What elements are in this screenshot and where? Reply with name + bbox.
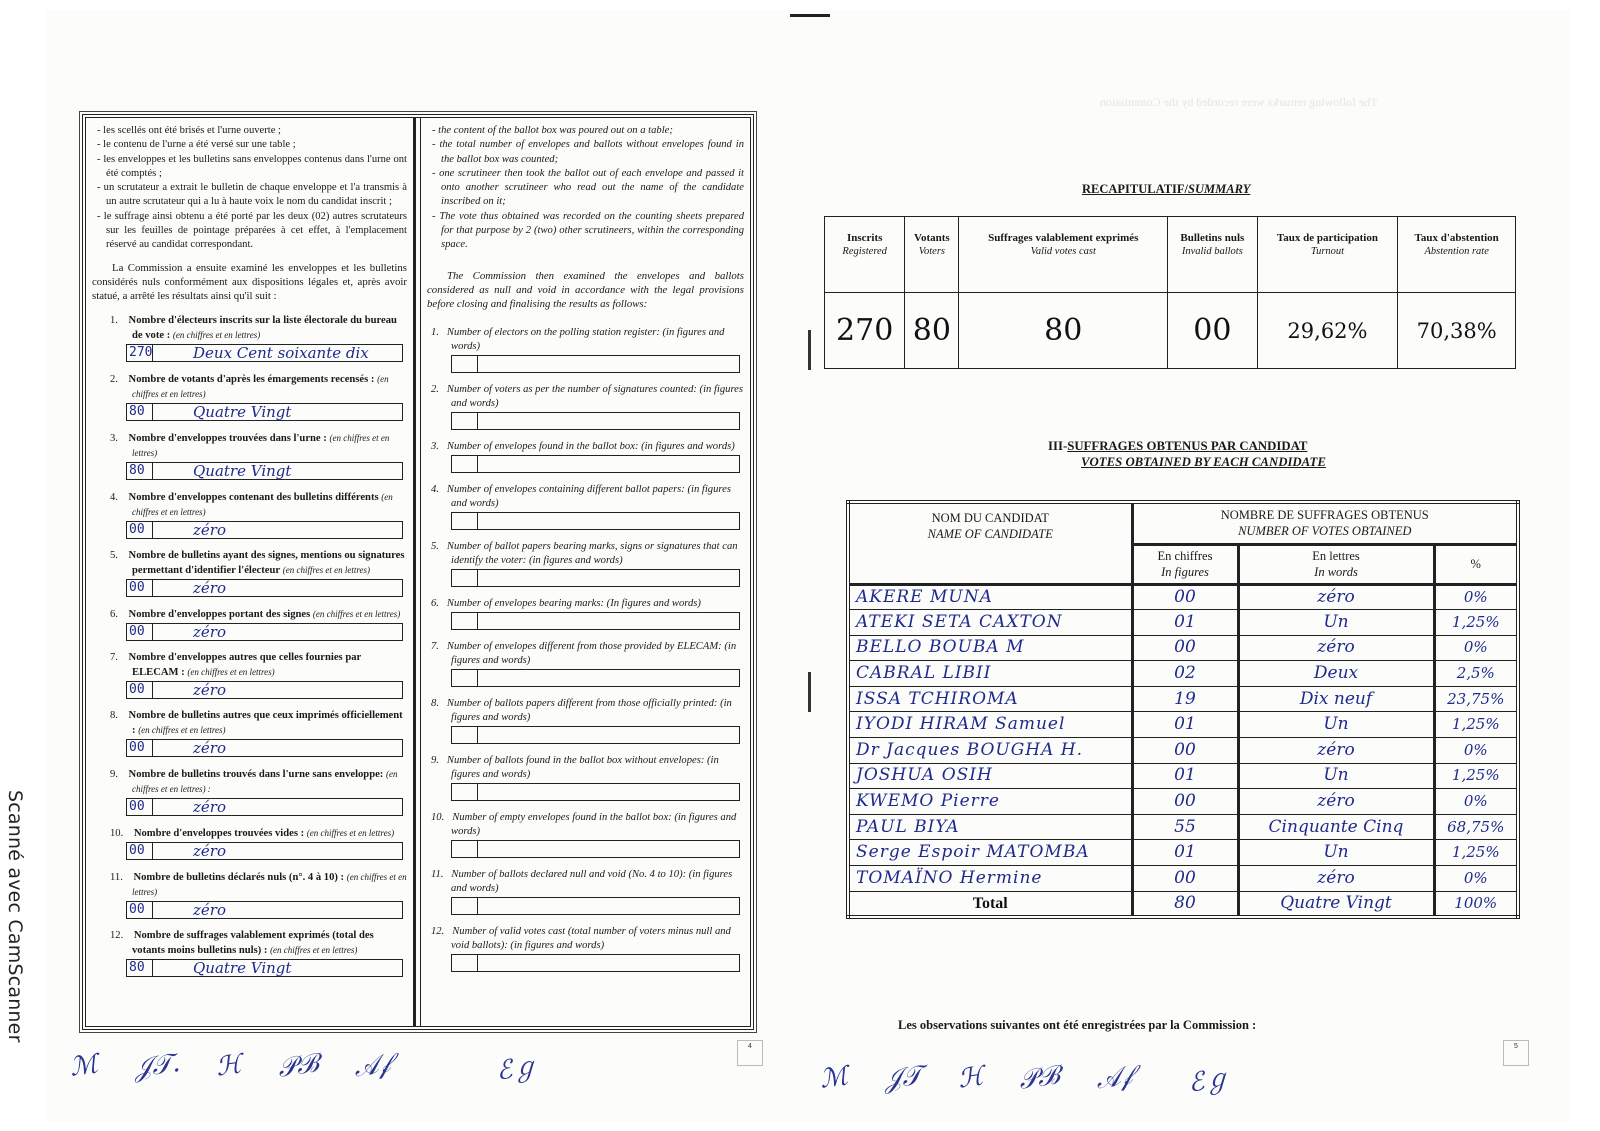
fr-question-text: 7. Nombre d'enveloppes autres que celles fournies par ELECAM : (en chiffres et en lettres) [110, 651, 362, 678]
value-registered: 270 [825, 293, 905, 369]
signature-2: 𝒥𝒯 [881, 1060, 924, 1095]
signature-2: 𝒥𝒯. [131, 1047, 182, 1084]
signature-3: ℋ [213, 1049, 244, 1083]
answer-field-empty[interactable] [451, 954, 740, 972]
en-question-text: 2. Number of voters as per the number of signatures counted: (in figures and words) [431, 383, 744, 409]
summary-title: RECAPITULATIF/SUMMARY [1082, 182, 1251, 196]
fr-question-item [92, 607, 407, 641]
fr-bullet: - un scrutateur a extrait le bulletin de chaque enveloppe et l'a transmis à un autre scrutateur qui a lu à haute voix le nom du candidat inscrit ; [97, 182, 407, 208]
answer-figure [452, 727, 478, 743]
answer-figure: 80 [127, 463, 153, 479]
fr-commission-paragraph: La Commission a ensuite examiné les enveloppes et les bulletins considérés nuls conformément aux dispositions légales et, après avoir statué, a arrêté les résultats ainsi qu'il suit : [92, 261, 407, 303]
votes-section-title: III-SUFFRAGES OBTENUS PAR CANDIDAT VOTES OBTAINED BY EACH CANDIDATE [1048, 439, 1326, 469]
answer-figure: 00 [127, 522, 153, 538]
candidate-name: TOMAÏNO Hermine [848, 866, 1132, 892]
answer-field-empty[interactable] [451, 455, 740, 473]
candidate-votes-percent: 0% [1434, 584, 1518, 610]
en-question-item [427, 383, 744, 430]
signature-4: 𝒫ℬ [275, 1047, 321, 1084]
candidate-votes-figures: 01 [1132, 840, 1238, 866]
candidate-votes-percent: 1,25% [1434, 763, 1518, 789]
en-question-item [427, 811, 744, 858]
en-question-text: 3. Number of envelopes found in the ballot box: (in figures and words) [431, 440, 735, 452]
answer-words [478, 727, 739, 743]
fr-question-item [92, 490, 407, 539]
en-procedure-bullets [427, 124, 744, 253]
en-question-text: 4. Number of envelopes containing different ballot papers: (in figures and words) [431, 483, 731, 509]
candidate-votes-words: zéro [1238, 866, 1434, 892]
fr-question-text: 4. Nombre d'enveloppes contenant des bulletins différents (en chiffres et en lettres) [110, 491, 393, 517]
candidate-votes-words: zéro [1238, 738, 1434, 764]
fr-question-text: 2. Nombre de votants d'après les émargements recensés : (en chiffres et en lettres) [110, 373, 389, 399]
signature-5: 𝒜𝒻 [352, 1048, 393, 1083]
en-commission-paragraph: The Commission then examined the envelopes and ballots considered as null and void in accordance with the legal provisions before closing and finalising the results as follows: [427, 269, 744, 311]
header-turnout: Taux de participation Turnout [1257, 217, 1398, 293]
answer-field[interactable] [126, 681, 403, 699]
candidate-name: IYODI HIRAM Samuel [848, 712, 1132, 738]
header-abstention: Taux d'abstention Abstention rate [1398, 217, 1516, 293]
counting-form-frame [82, 114, 754, 1030]
header-valid-votes: Suffrages valablement exprimés Valid votes cast [959, 217, 1168, 293]
candidate-name: ISSA TCHIROMA [848, 686, 1132, 712]
answer-field[interactable] [126, 901, 403, 919]
candidate-votes-percent: 0% [1434, 866, 1518, 892]
scan-margin-mark [808, 672, 811, 712]
candidate-name: Serge Espoir MATOMBA [848, 840, 1132, 866]
answer-words: Quatre Vingt [193, 461, 292, 480]
answer-field[interactable] [126, 623, 403, 641]
answer-figure: 00 [127, 799, 153, 815]
fr-question-list [92, 314, 407, 977]
scan-artifact-dash [790, 14, 830, 17]
candidate-row [848, 763, 1518, 789]
en-question-item [427, 540, 744, 587]
answer-figure [452, 955, 478, 971]
answer-figure [452, 456, 478, 472]
fr-procedure-bullets [92, 124, 407, 253]
answer-figure: 00 [127, 902, 153, 918]
summary-values-row [825, 293, 1516, 369]
left-page-signatures [68, 1036, 541, 1096]
candidate-name: Dr Jacques BOUGHA H. [848, 738, 1132, 764]
candidate-votes-percent: 0% [1434, 738, 1518, 764]
answer-field-empty[interactable] [451, 783, 740, 801]
fr-question-item [92, 870, 407, 919]
answer-words [478, 356, 739, 372]
fr-question-item [92, 767, 407, 816]
answer-field[interactable] [126, 344, 403, 362]
header-in-figures: En chiffres In figures [1132, 544, 1238, 584]
answer-words: zéro [193, 738, 226, 757]
en-bullet: - the content of the ballot box was poured out on a table; [432, 125, 673, 136]
en-question-item [427, 440, 744, 473]
candidate-votes-figures: 02 [1132, 661, 1238, 687]
header-in-words: En lettres In words [1238, 544, 1434, 584]
fr-question-item [92, 314, 407, 362]
fr-question-text: 10. Nombre d'enveloppes trouvées vides : (en chiffres et en lettres) [110, 827, 395, 839]
value-abstention: 70,38% [1398, 293, 1516, 369]
answer-figure: 270 [129, 344, 153, 360]
en-question-text: 8. Number of ballots papers different from those officially printed: (in figures and words) [431, 697, 732, 723]
candidate-votes-figures: 19 [1132, 686, 1238, 712]
fr-bullet: - les enveloppes et les bulletins sans enveloppes contenus dans l'urne ont été comptés ; [97, 153, 407, 179]
en-question-list [427, 326, 744, 972]
answer-figure: 00 [127, 740, 153, 756]
signature-1: ℳ [68, 1049, 100, 1083]
answer-figure [452, 898, 478, 914]
fr-question-text: 8. Nombre de bulletins autres que ceux imprimés officiellement : (en chiffres et en lettres) [110, 709, 403, 736]
fr-question-text: 6. Nombre d'enveloppes portant des signes (en chiffres et en lettres) [110, 608, 401, 620]
en-question-item [427, 868, 744, 915]
candidate-votes-words: Un [1238, 840, 1434, 866]
candidate-row [848, 635, 1518, 661]
value-invalid-ballots: 00 [1168, 293, 1257, 369]
fr-bullet: - le contenu de l'urne a été versé sur une table ; [97, 139, 296, 151]
bleed-through-text: The following remarks were recorded by the Commission [1100, 95, 1378, 109]
candidate-votes-figures: 00 [1132, 866, 1238, 892]
total-votes-words: Quatre Vingt [1238, 891, 1434, 917]
candidate-votes-figures: 01 [1132, 712, 1238, 738]
candidate-votes-words: Un [1238, 712, 1434, 738]
signature-5: 𝒜𝒻 [1093, 1060, 1135, 1095]
answer-figure [452, 413, 478, 429]
answer-figure [452, 570, 478, 586]
signature-4: 𝒫ℬ [1017, 1059, 1062, 1096]
page-number-right: 5 [1503, 1040, 1529, 1066]
header-votes-obtained: NOMBRE DE SUFFRAGES OBTENUS NUMBER OF VOTES OBTAINED [1132, 502, 1518, 544]
en-question-text: 7. Number of envelopes different from those provided by ELECAM: (in figures and words) [431, 640, 737, 666]
answer-words: zéro [193, 797, 226, 816]
answer-field[interactable] [126, 403, 403, 421]
answer-field-empty[interactable] [451, 840, 740, 858]
candidate-name: AKERE MUNA [848, 584, 1132, 610]
candidate-row [848, 738, 1518, 764]
answer-words: zéro [193, 841, 226, 860]
answer-words [478, 955, 739, 971]
answer-figure [452, 670, 478, 686]
answer-words: zéro [193, 900, 226, 919]
header-voters: Votants Voters [905, 217, 959, 293]
candidate-rows [848, 584, 1518, 917]
candidate-votes-percent: 68,75% [1434, 814, 1518, 840]
answer-words: zéro [193, 622, 226, 641]
en-question-item [427, 326, 744, 373]
answer-words [478, 413, 739, 429]
total-row [848, 891, 1518, 917]
en-question-item [427, 640, 744, 687]
answer-field[interactable] [126, 739, 403, 757]
candidate-votes-percent: 1,25% [1434, 610, 1518, 636]
fr-question-text: 5. Nombre de bulletins ayant des signes, mentions ou signatures permettant d'identifier l'électeur (en chiffres et en lettres) [110, 549, 405, 576]
candidate-votes-percent: 2,5% [1434, 661, 1518, 687]
candidate-row [848, 661, 1518, 687]
en-question-text: 5. Number of ballot papers bearing marks, signs or signatures that can identify the voter: (in figures and words) [431, 540, 738, 566]
answer-field[interactable] [126, 959, 403, 977]
en-bullet: - one scrutineer then took the ballot out of each envelope and passed it onto another scrutineer who read out the name of the candidate inscribed on it; [432, 167, 744, 208]
candidate-votes-words: Un [1238, 763, 1434, 789]
header-registered: Inscrits Registered [825, 217, 905, 293]
candidate-votes-words: Un [1238, 610, 1434, 636]
en-question-item [427, 483, 744, 530]
candidate-votes-words: Cinquante Cinq [1238, 814, 1434, 840]
candidate-votes-figures: 55 [1132, 814, 1238, 840]
observations-label: Les observations suivantes ont été enregistrées par la Commission : [898, 1018, 1257, 1032]
page-number-left: 4 [737, 1040, 763, 1066]
answer-field-empty[interactable] [451, 569, 740, 587]
camscanner-watermark: Scanné avec CamScanner [4, 790, 26, 1043]
fr-question-text: 1. Nombre d'électeurs inscrits sur la liste électorale du bureau de vote : (en chiffres et en lettres) [110, 314, 397, 341]
candidate-row [848, 814, 1518, 840]
en-question-text: 6. Number of envelopes bearing marks: (In figures and words) [431, 597, 701, 609]
value-turnout: 29,62% [1257, 293, 1398, 369]
answer-words: Deux Cent soixante dix [193, 343, 369, 362]
en-question-item [427, 697, 744, 744]
answer-field[interactable] [126, 462, 403, 480]
candidate-votes-percent: 23,75% [1434, 686, 1518, 712]
candidate-votes-table [846, 500, 1520, 919]
fr-bullet: - les scellés ont été brisés et l'urne ouverte ; [97, 125, 281, 136]
en-question-item [427, 754, 744, 801]
total-votes-figures: 80 [1132, 891, 1238, 917]
candidate-name: KWEMO Pierre [848, 789, 1132, 815]
answer-field[interactable] [126, 579, 403, 597]
answer-field[interactable] [126, 842, 403, 860]
candidate-row [848, 789, 1518, 815]
answer-words: zéro [193, 680, 226, 699]
candidate-row [848, 840, 1518, 866]
fr-question-item [92, 372, 407, 421]
candidate-votes-figures: 00 [1132, 584, 1238, 610]
candidate-row [848, 610, 1518, 636]
en-question-text: 10. Number of empty envelopes found in the ballot box: (in figures and words) [431, 811, 737, 837]
answer-figure [452, 784, 478, 800]
en-question-item [427, 925, 744, 972]
candidate-row [848, 712, 1518, 738]
fr-question-item [92, 929, 407, 977]
fr-question-item [92, 651, 407, 699]
fr-question-text: 3. Nombre d'enveloppes trouvées dans l'urne : (en chiffres et en lettres) [110, 432, 390, 458]
answer-field-empty[interactable] [451, 669, 740, 687]
answer-field-empty[interactable] [451, 897, 740, 915]
header-percent: % [1434, 544, 1518, 584]
en-question-text: 11. Number of ballots declared null and void (No. 4 to 10): (in figures and words) [431, 868, 733, 894]
french-column [86, 118, 416, 1026]
value-voters: 80 [905, 293, 959, 369]
candidate-votes-words: zéro [1238, 789, 1434, 815]
candidate-name: JOSHUA OSIH [848, 763, 1132, 789]
fr-question-item [92, 431, 407, 480]
answer-words [478, 456, 739, 472]
candidate-votes-percent: 1,25% [1434, 840, 1518, 866]
fr-question-text: 12. Nombre de suffrages valablement exprimés (total des votants moins bulletins nuls) : (en chiffres et en lettres) [110, 929, 374, 956]
answer-field-empty[interactable] [451, 512, 740, 530]
scan-margin-mark [808, 330, 811, 370]
en-question-text: 12. Number of valid votes cast (total number of voters minus null and void ballots): (in figures and words) [431, 925, 731, 951]
answer-words [478, 570, 739, 586]
fr-question-text: 11. Nombre de bulletins déclarés nuls (n°. 4 à 10) : (en chiffres et en lettres) [110, 871, 407, 897]
signature-3: ℋ [955, 1061, 986, 1095]
candidate-row [848, 866, 1518, 892]
answer-field-empty[interactable] [451, 412, 740, 430]
answer-words [478, 898, 739, 914]
value-valid-votes: 80 [959, 293, 1168, 369]
answer-words: zéro [193, 520, 226, 539]
signature-6: ℰℊ [1186, 1062, 1233, 1099]
candidate-votes-words: Deux [1238, 661, 1434, 687]
answer-figure [452, 356, 478, 372]
candidate-row [848, 686, 1518, 712]
answer-field[interactable] [126, 521, 403, 539]
candidate-votes-figures: 00 [1132, 635, 1238, 661]
answer-figure [452, 613, 478, 629]
right-page-signatures [818, 1048, 1233, 1108]
fr-question-text: 9. Nombre de bulletins trouvés dans l'urne sans enveloppe: (en chiffres et en lettres) : [110, 768, 398, 794]
candidate-votes-figures: 00 [1132, 789, 1238, 815]
header-invalid-ballots: Bulletins nuls Invalid ballots [1168, 217, 1257, 293]
total-label: Total [848, 891, 1132, 917]
answer-field-empty[interactable] [451, 612, 740, 630]
answer-words [478, 841, 739, 857]
answer-words: Quatre Vingt [193, 402, 292, 421]
candidate-votes-figures: 00 [1132, 738, 1238, 764]
total-votes-percent: 100% [1434, 891, 1518, 917]
answer-figure: 80 [127, 960, 153, 976]
fr-question-item [92, 709, 407, 757]
candidate-votes-words: zéro [1238, 584, 1434, 610]
fr-bullet: - le suffrage ainsi obtenu a été porté par les deux (02) autres scrutateurs sur les feuilles de pointage préparées à cet effet, à l'emplacement réservé au candidat correspondant. [97, 210, 407, 251]
candidate-votes-percent: 1,25% [1434, 712, 1518, 738]
answer-figure: 00 [127, 682, 153, 698]
candidate-row [848, 584, 1518, 610]
answer-figure: 00 [127, 843, 153, 859]
answer-figure: 00 [127, 580, 153, 596]
english-column [420, 118, 750, 1026]
candidate-votes-figures: 01 [1132, 610, 1238, 636]
candidate-votes-percent: 0% [1434, 789, 1518, 815]
answer-words [478, 784, 739, 800]
en-question-text: 9. Number of ballots found in the ballot box without envelopes: (in figures and words) [431, 754, 719, 780]
signature-6: ℰℊ [494, 1050, 541, 1087]
answer-figure [452, 513, 478, 529]
answer-words [478, 513, 739, 529]
en-question-item [427, 597, 744, 630]
candidate-name: BELLO BOUBA M [848, 635, 1132, 661]
candidate-name: PAUL BIYA [848, 814, 1132, 840]
candidate-votes-words: zéro [1238, 635, 1434, 661]
candidate-votes-figures: 01 [1132, 763, 1238, 789]
answer-figure: 00 [127, 624, 153, 640]
answer-field-empty[interactable] [451, 726, 740, 744]
en-question-text: 1. Number of electors on the polling station register: (in figures and words) [431, 326, 725, 352]
candidate-votes-words: Dix neuf [1238, 686, 1434, 712]
fr-question-item [92, 549, 407, 597]
answer-words: Quatre Vingt [193, 958, 292, 977]
summary-table [824, 216, 1516, 369]
answer-words [478, 613, 739, 629]
en-bullet: - The vote thus obtained was recorded on the counting sheets prepared for that purpose by 2 (two) other scrutineers, within the corresponding space. [432, 210, 744, 251]
candidate-votes-percent: 0% [1434, 635, 1518, 661]
answer-figure [452, 841, 478, 857]
fr-question-item [92, 826, 407, 860]
signature-1: ℳ [818, 1061, 850, 1095]
en-bullet: - the total number of envelopes and ballots without envelopes found in the ballot box was counted; [432, 139, 744, 165]
answer-figure: 80 [127, 404, 153, 420]
answer-field-empty[interactable] [451, 355, 740, 373]
header-candidate-name: NOM DU CANDIDAT NAME OF CANDIDATE [848, 502, 1132, 584]
answer-field[interactable] [126, 798, 403, 816]
answer-words: zéro [193, 578, 226, 597]
candidate-name: CABRAL LIBII [848, 661, 1132, 687]
candidate-name: ATEKI SETA CAXTON [848, 610, 1132, 636]
answer-words [478, 670, 739, 686]
